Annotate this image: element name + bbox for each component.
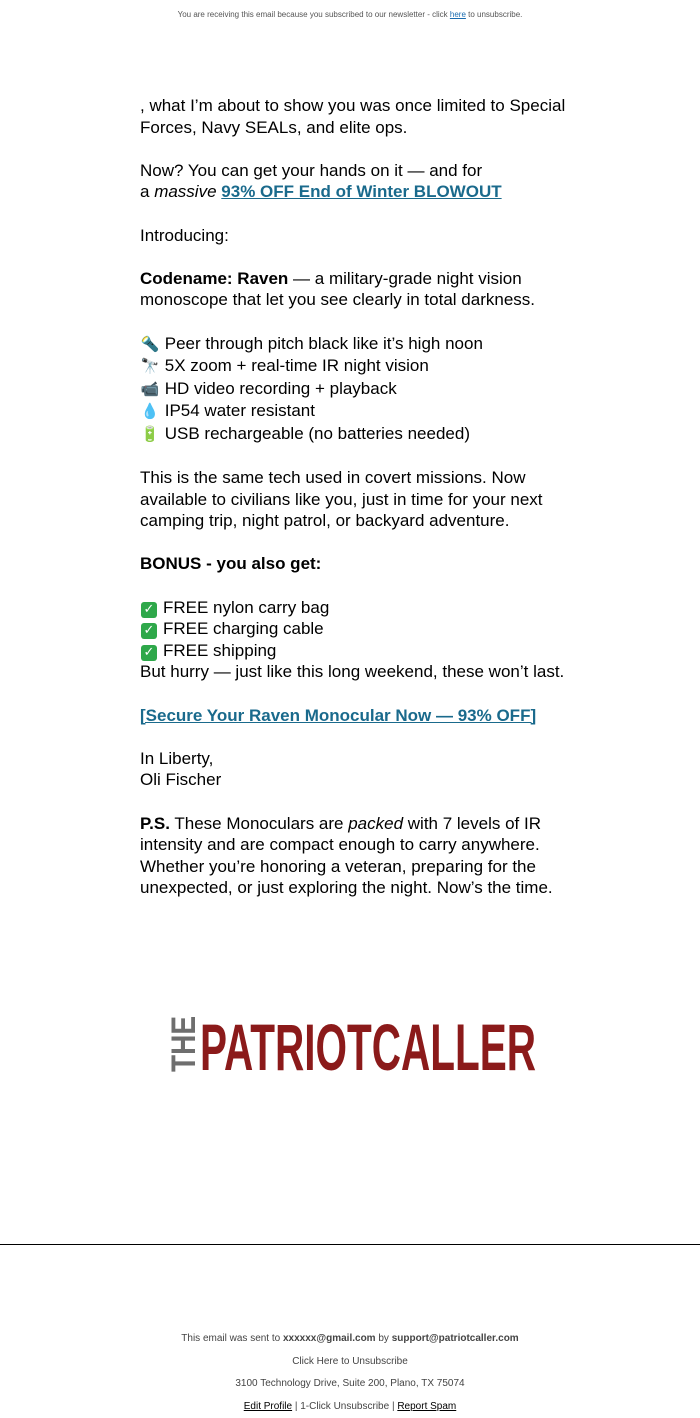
footer-divider [0, 1244, 700, 1245]
list-item [140, 355, 570, 378]
sent-prefix: This email was sent to [181, 1333, 283, 1344]
feature-text: HD video recording + playback [165, 379, 397, 398]
patriot-caller-logo [162, 1010, 542, 1076]
one-click-unsubscribe[interactable]: 1-Click Unsubscribe [300, 1401, 389, 1412]
unsubscribe-link[interactable]: Click Here to Unsubscribe [0, 1351, 700, 1374]
offer-link[interactable]: 93% OFF End of Winter BLOWOUT [221, 182, 501, 201]
list-item [140, 378, 570, 401]
list-item [140, 400, 570, 423]
list-item [140, 333, 570, 356]
flashlight-icon: 🔦 [140, 334, 160, 356]
signature: Oli Fischer [140, 770, 221, 789]
sent-to-line [0, 1328, 700, 1351]
separator: | [389, 1401, 397, 1412]
feature-text: 5X zoom + real-time IR night vision [165, 356, 429, 375]
video-camera-icon: 📹 [140, 379, 160, 401]
telescope-icon: 🔭 [140, 356, 160, 378]
feature-text: Peer through pitch black like it’s high noon [165, 334, 483, 353]
list-item [140, 423, 570, 446]
email-footer [0, 1328, 700, 1418]
separator: | [292, 1401, 300, 1412]
codename-description: — a military-grade night vision monoscope that let you see clearly in total darkness. [140, 269, 535, 310]
hurry-paragraph: But hurry — just like this long weekend, these won’t last. [140, 661, 570, 683]
intro-paragraph: , what I’m about to show you was once limited to Special Forces, Navy SEALs, and elite ops. [140, 95, 570, 138]
ps-label: P.S. [140, 814, 170, 833]
secure-monocular-link[interactable]: [Secure Your Raven Monocular Now — 93% OFF] [140, 706, 536, 725]
check-mark-icon: ✓ [141, 623, 157, 639]
check-mark-icon: ✓ [141, 602, 157, 618]
cta-paragraph [140, 705, 570, 727]
bonus-text: FREE charging cable [163, 619, 324, 638]
bonus-text: FREE nylon carry bag [163, 598, 329, 617]
ps-italic: packed [348, 814, 403, 833]
logo-the: THE [165, 1016, 203, 1072]
list-item [140, 640, 570, 662]
by-text: by [376, 1333, 392, 1344]
footer-links [0, 1396, 700, 1418]
bonus-text: FREE shipping [163, 641, 276, 660]
feature-text: USB rechargeable (no batteries needed) [165, 424, 470, 443]
introducing-paragraph: Introducing: [140, 225, 570, 247]
signoff [140, 748, 570, 791]
codename-title: Codename: Raven [140, 269, 288, 288]
water-drop-icon: 💧 [140, 401, 160, 423]
offer-italic: massive [154, 182, 216, 201]
ps-text: These Monoculars are [170, 814, 348, 833]
bonus-heading [140, 553, 570, 575]
battery-icon: 🔋 [140, 424, 160, 446]
ps-paragraph [140, 813, 570, 899]
tech-paragraph: This is the same tech used in covert missions. Now available to civilians like you, just in time for your next camping trip, night patrol, or backyard adventure. [140, 467, 570, 532]
notice-text-end: to unsubscribe. [466, 10, 522, 19]
list-item [140, 597, 570, 619]
ps-text-end: with 7 levels of IR intensity and are compact enough to carry anywhere. Whether you’re honoring a veteran, preparing for the unexpected, or just exploring the night. Now’s the time. [140, 814, 553, 898]
offer-line-2: a [140, 182, 154, 201]
signoff-text: In Liberty, [140, 749, 213, 768]
offer-line-1: Now? You can get your hands on it — and for [140, 161, 482, 180]
logo-name: PATRIOTCALLER [200, 1010, 536, 1084]
newsletter-notice [0, 10, 700, 19]
feature-list [140, 333, 570, 446]
edit-profile-link[interactable]: Edit Profile [244, 1401, 292, 1412]
email-body [140, 95, 570, 921]
codename-paragraph [140, 268, 570, 311]
notice-text: You are receiving this email because you subscribed to our newsletter - click [178, 10, 450, 19]
unsubscribe-here-link[interactable]: here [450, 10, 466, 19]
recipient-email: xxxxxx@gmail.com [283, 1333, 376, 1344]
bonus-title: BONUS - you also get: [140, 554, 321, 573]
postal-address: 3100 Technology Drive, Suite 200, Plano, TX 75074 [0, 1373, 700, 1396]
offer-paragraph [140, 160, 570, 203]
check-mark-icon: ✓ [141, 645, 157, 661]
feature-text: IP54 water resistant [165, 401, 315, 420]
list-item [140, 618, 570, 640]
bonus-list [140, 597, 570, 662]
report-spam-link[interactable]: Report Spam [397, 1401, 456, 1412]
sender-email: support@patriotcaller.com [392, 1333, 519, 1344]
